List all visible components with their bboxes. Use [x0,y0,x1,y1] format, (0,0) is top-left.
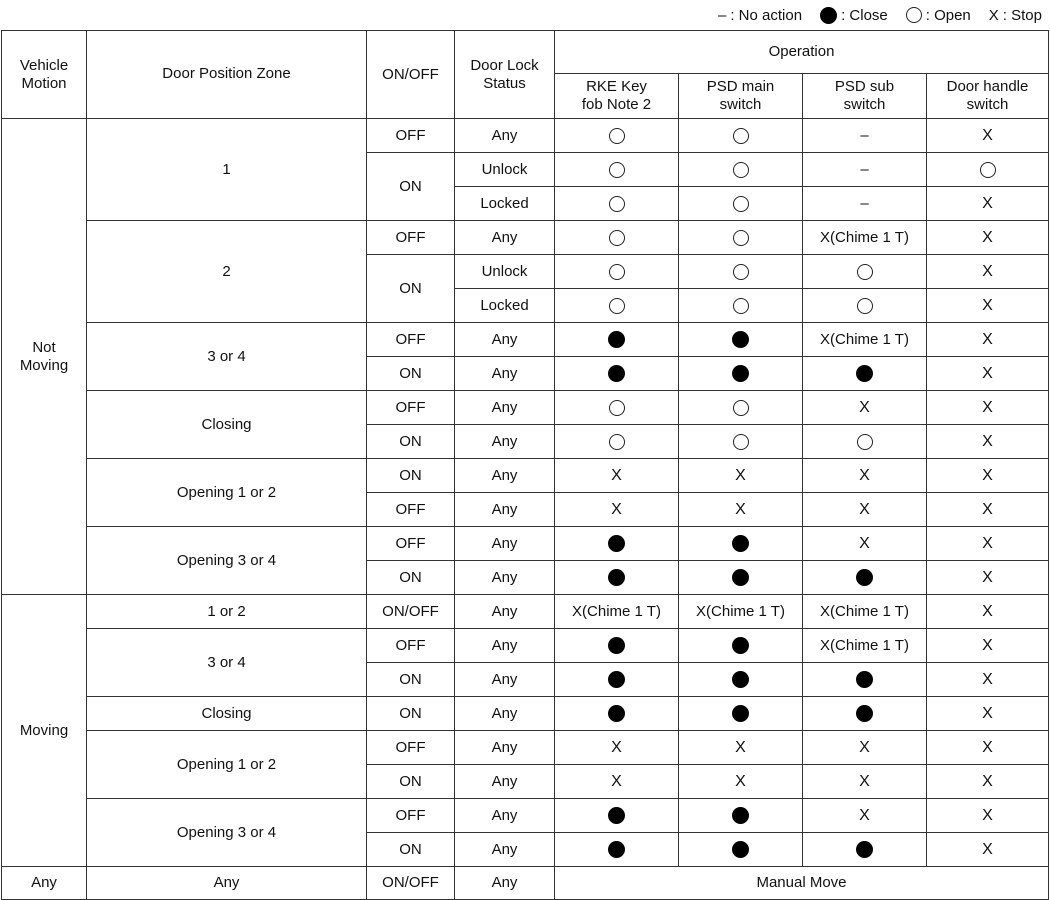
stop-x: X [982,534,993,552]
table-row [2,323,1049,357]
door-lock-status-cell: Any [455,629,555,663]
open-circle-icon [609,434,625,450]
closed-circle-icon [732,535,749,552]
open-circle-icon [733,434,749,450]
rke-cell [555,595,679,629]
closed-circle-icon [732,569,749,586]
on-off-cell: OFF [367,391,455,425]
rke-cell [555,323,679,357]
door-lock-status-cell: Any [455,799,555,833]
door-handle-cell [927,459,1049,493]
psd-sub-cell [803,357,927,391]
psd-sub-cell [803,289,927,323]
open-circle-icon [733,298,749,314]
stop-chime-1t: X(Chime 1 T) [820,636,909,654]
stop-x: X [982,772,993,790]
on-off-cell: ON [367,425,455,459]
on-off-cell: ON [367,459,455,493]
psd-sub-cell [803,119,927,153]
header-operation: Operation [555,31,1049,74]
on-off-cell: OFF [367,629,455,663]
psd-main-cell [679,731,803,765]
psd-main-cell [679,799,803,833]
rke-cell [555,425,679,459]
door-handle-cell [927,595,1049,629]
closed-circle-icon [732,365,749,382]
psd-sub-cell [803,697,927,731]
door-handle-cell [927,663,1049,697]
rke-cell [555,153,679,187]
closed-circle-icon [608,807,625,824]
door-lock-status-cell: Any [455,833,555,867]
open-circle-icon [733,400,749,416]
door-lock-status-cell: Any [455,459,555,493]
closed-circle-icon [608,637,625,654]
vehicle-motion-cell: Any [2,867,87,900]
door-lock-status-cell: Locked [455,289,555,323]
open-circle-icon [609,128,625,144]
rke-cell [555,731,679,765]
on-off-cell: ON [367,765,455,799]
table-row [2,867,1049,900]
stop-x: X [982,228,993,246]
door-position-zone-cell: Any [87,867,367,900]
on-off-cell: ON [367,153,455,221]
open-circle-icon [980,162,996,178]
psd-main-cell [679,425,803,459]
open-circle-icon [733,264,749,280]
closed-circle-icon [608,841,625,858]
stop-x: X [611,738,622,756]
stop-x: X [859,466,870,484]
rke-cell [555,799,679,833]
no-action-dash: – [860,126,869,144]
closed-circle-icon [608,671,625,688]
door-handle-cell [927,153,1049,187]
door-lock-status-cell: Any [455,663,555,697]
open-circle-icon [609,400,625,416]
legend [718,4,1042,26]
open-circle-icon [733,196,749,212]
door-lock-status-cell: Any [455,323,555,357]
psd-sub-cell [803,731,927,765]
legend-label: : No action [730,6,803,24]
rke-cell [555,187,679,221]
door-position-zone-cell: Closing [87,697,367,731]
psd-sub-cell [803,629,927,663]
no-action-dash: – [860,160,869,178]
legend-label: : Stop [1002,6,1042,24]
door-position-zone-cell: Opening 1 or 2 [87,459,367,527]
rke-cell [555,527,679,561]
door-position-zone-cell: 3 or 4 [87,323,367,391]
door-lock-status-cell: Any [455,425,555,459]
closed-circle-icon [608,331,625,348]
rke-cell [555,255,679,289]
psd-main-cell [679,255,803,289]
psd-sub-cell [803,459,927,493]
legend-item-close [820,7,888,24]
table-row [2,731,1049,765]
stop-x: X [735,738,746,756]
table-row [2,527,1049,561]
door-handle-cell [927,289,1049,323]
door-lock-status-cell: Unlock [455,153,555,187]
stop-x: X [859,806,870,824]
door-handle-cell [927,561,1049,595]
closed-circle-icon [732,637,749,654]
psd-sub-cell [803,221,927,255]
table-row [2,119,1049,153]
legend-label: : Close [841,6,888,24]
psd-sub-cell [803,527,927,561]
open-circle-icon [609,298,625,314]
door-operation-table [1,30,1049,900]
door-lock-status-cell: Any [455,493,555,527]
closed-circle-icon [856,569,873,586]
psd-main-cell [679,459,803,493]
stop-x: X [735,772,746,790]
psd-main-cell [679,833,803,867]
door-handle-cell [927,765,1049,799]
on-off-cell: OFF [367,731,455,765]
psd-sub-cell [803,425,927,459]
stop-x: X [982,296,993,314]
psd-sub-cell [803,595,927,629]
door-handle-cell [927,697,1049,731]
door-position-zone-cell: Opening 3 or 4 [87,799,367,867]
door-lock-status-cell: Any [455,391,555,425]
rke-cell [555,663,679,697]
door-lock-status-cell: Any [455,527,555,561]
stop-x: X [859,500,870,518]
door-position-zone-cell: Closing [87,391,367,459]
door-lock-status-cell: Any [455,595,555,629]
door-position-zone-cell: Opening 3 or 4 [87,527,367,595]
table-row [2,697,1049,731]
closed-circle-icon [856,365,873,382]
door-handle-cell [927,119,1049,153]
psd-main-cell [679,119,803,153]
rke-cell [555,629,679,663]
door-handle-cell [927,187,1049,221]
door-handle-cell [927,629,1049,663]
stop-x: X [982,602,993,620]
stop-x: X [859,772,870,790]
open-circle-icon [906,7,922,23]
door-position-zone-cell: 2 [87,221,367,323]
open-circle-icon [609,196,625,212]
rke-cell [555,459,679,493]
door-position-zone-cell: 1 [87,119,367,221]
psd-sub-cell [803,255,927,289]
door-lock-status-cell: Any [455,119,555,153]
header-door-handle-switch: Door handle switch [927,74,1049,119]
header-door-lock-status: Door Lock Status [455,31,555,119]
open-circle-icon [857,264,873,280]
psd-main-cell [679,697,803,731]
stop-chime-1t: X(Chime 1 T) [696,602,785,620]
header-psd-main-switch: PSD main switch [679,74,803,119]
header-psd-sub-switch: PSD sub switch [803,74,927,119]
closed-circle-icon [608,705,625,722]
psd-main-cell [679,493,803,527]
stop-x: X [982,568,993,586]
stop-x: X [982,364,993,382]
door-position-zone-cell: Opening 1 or 2 [87,731,367,799]
psd-sub-cell [803,799,927,833]
vehicle-motion-cell: Not Moving [2,119,87,595]
rke-cell [555,119,679,153]
psd-main-cell [679,595,803,629]
table-row [2,459,1049,493]
psd-main-cell [679,153,803,187]
psd-main-cell [679,357,803,391]
open-circle-icon [609,162,625,178]
rke-cell [555,357,679,391]
psd-sub-cell [803,153,927,187]
closed-circle-icon [732,807,749,824]
stop-x: X [982,432,993,450]
door-handle-cell [927,323,1049,357]
stop-x: X [859,738,870,756]
stop-chime-1t: X(Chime 1 T) [820,602,909,620]
open-circle-icon [733,230,749,246]
door-lock-status-cell: Any [455,697,555,731]
stop-x: X [982,806,993,824]
psd-sub-cell [803,561,927,595]
vehicle-motion-cell: Moving [2,595,87,867]
door-lock-status-cell: Any [455,867,555,900]
stop-x: X [982,840,993,858]
stop-x: X [735,500,746,518]
stop-x: X [611,772,622,790]
psd-sub-cell [803,663,927,697]
psd-main-cell [679,289,803,323]
psd-main-cell [679,323,803,357]
closed-circle-icon [856,705,873,722]
legend-glyph-stop: X [988,6,999,24]
door-lock-status-cell: Any [455,561,555,595]
stop-x: X [611,466,622,484]
stop-x: X [982,126,993,144]
stop-x: X [982,670,993,688]
stop-x: X [982,194,993,212]
on-off-cell: ON [367,697,455,731]
legend-item-dash [718,7,802,24]
door-handle-cell [927,731,1049,765]
psd-main-cell [679,221,803,255]
table-row [2,595,1049,629]
on-off-cell: OFF [367,119,455,153]
manual-move-cell: Manual Move [555,867,1049,900]
door-handle-cell [927,527,1049,561]
on-off-cell: OFF [367,527,455,561]
rke-cell [555,391,679,425]
rke-cell [555,697,679,731]
header-rke-key-fob: RKE Key fob Note 2 [555,74,679,119]
closed-circle-icon [732,705,749,722]
header-on-off: ON/OFF [367,31,455,119]
stop-x: X [859,534,870,552]
door-handle-cell [927,391,1049,425]
on-off-cell: ON/OFF [367,867,455,900]
stop-x: X [982,466,993,484]
rke-cell [555,833,679,867]
stop-x: X [611,500,622,518]
closed-circle-icon [820,7,837,24]
door-lock-status-cell: Any [455,221,555,255]
door-lock-status-cell: Any [455,731,555,765]
door-handle-cell [927,357,1049,391]
stop-chime-1t: X(Chime 1 T) [820,330,909,348]
rke-cell [555,561,679,595]
table-row [2,391,1049,425]
stop-x: X [859,398,870,416]
closed-circle-icon [608,535,625,552]
psd-sub-cell [803,765,927,799]
header-vehicle-motion: Vehicle Motion [2,31,87,119]
closed-circle-icon [856,841,873,858]
stop-x: X [982,398,993,416]
psd-main-cell [679,765,803,799]
legend-label: : Open [925,6,971,24]
on-off-cell: ON [367,663,455,697]
psd-sub-cell [803,493,927,527]
door-handle-cell [927,493,1049,527]
stop-chime-1t: X(Chime 1 T) [820,228,909,246]
open-circle-icon [609,264,625,280]
stop-x: X [982,330,993,348]
stop-x: X [982,636,993,654]
door-handle-cell [927,255,1049,289]
table-row [2,221,1049,255]
open-circle-icon [857,434,873,450]
on-off-cell: OFF [367,221,455,255]
door-position-zone-cell: 3 or 4 [87,629,367,697]
psd-main-cell [679,663,803,697]
psd-main-cell [679,391,803,425]
stop-x: X [982,738,993,756]
door-position-zone-cell: 1 or 2 [87,595,367,629]
psd-main-cell [679,561,803,595]
on-off-cell: OFF [367,799,455,833]
legend-item-open [906,7,971,24]
closed-circle-icon [732,671,749,688]
closed-circle-icon [732,331,749,348]
on-off-cell: ON [367,357,455,391]
stop-x: X [982,500,993,518]
closed-circle-icon [608,365,625,382]
door-handle-cell [927,799,1049,833]
psd-sub-cell [803,323,927,357]
closed-circle-icon [856,671,873,688]
open-circle-icon [733,128,749,144]
on-off-cell: OFF [367,493,455,527]
closed-circle-icon [732,841,749,858]
legend-glyph-dash: – [718,6,727,24]
table-row [2,629,1049,663]
rke-cell [555,221,679,255]
door-lock-status-cell: Any [455,765,555,799]
on-off-cell: OFF [367,323,455,357]
stop-chime-1t: X(Chime 1 T) [572,602,661,620]
header-door-position-zone: Door Position Zone [87,31,367,119]
door-lock-status-cell: Any [455,357,555,391]
legend-item-stop [989,7,1042,24]
on-off-cell: ON [367,255,455,323]
door-lock-status-cell: Unlock [455,255,555,289]
psd-main-cell [679,527,803,561]
door-handle-cell [927,425,1049,459]
psd-sub-cell [803,833,927,867]
closed-circle-icon [608,569,625,586]
stop-x: X [982,262,993,280]
door-handle-cell [927,833,1049,867]
door-lock-status-cell: Locked [455,187,555,221]
psd-main-cell [679,629,803,663]
psd-sub-cell [803,391,927,425]
stop-x: X [982,704,993,722]
rke-cell [555,493,679,527]
open-circle-icon [733,162,749,178]
open-circle-icon [609,230,625,246]
open-circle-icon [857,298,873,314]
door-handle-cell [927,221,1049,255]
rke-cell [555,765,679,799]
psd-sub-cell [803,187,927,221]
psd-main-cell [679,187,803,221]
on-off-cell: ON [367,833,455,867]
rke-cell [555,289,679,323]
no-action-dash: – [860,194,869,212]
on-off-cell: ON/OFF [367,595,455,629]
on-off-cell: ON [367,561,455,595]
stop-x: X [735,466,746,484]
table-row [2,799,1049,833]
